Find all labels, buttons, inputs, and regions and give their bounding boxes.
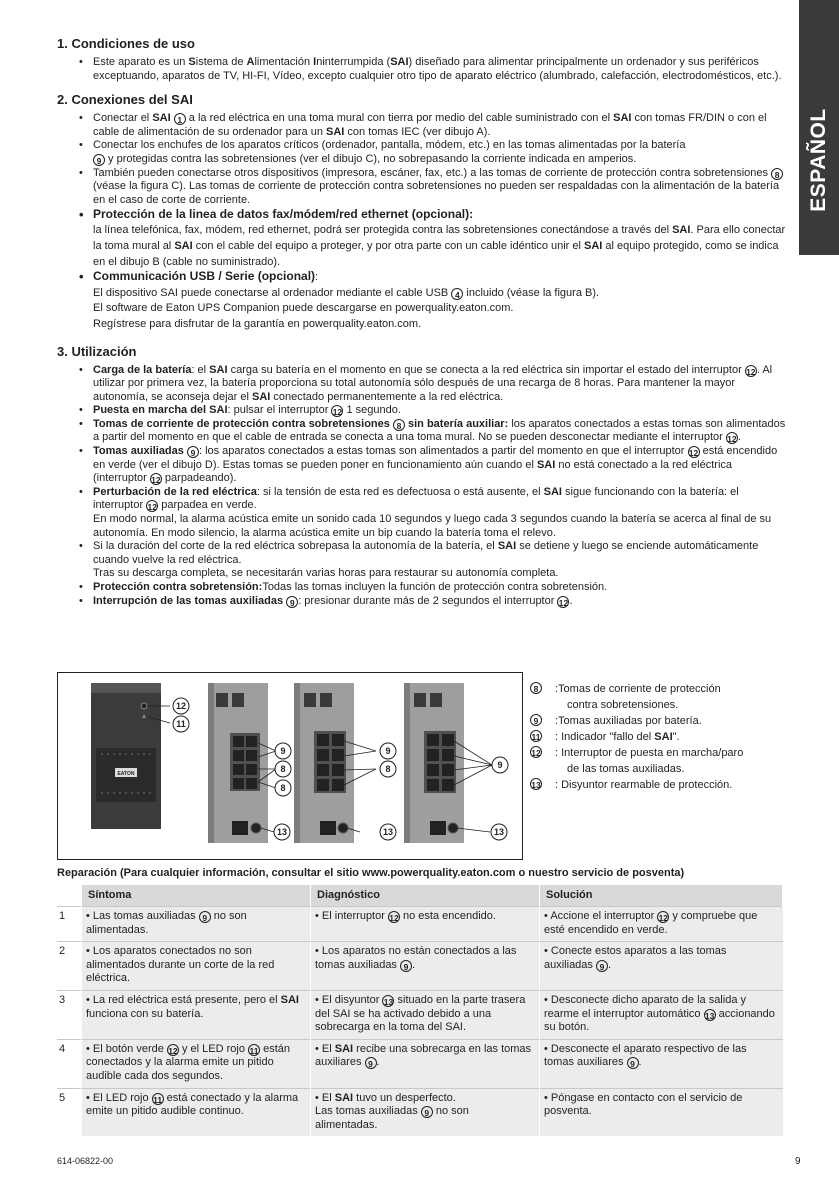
svg-text:13: 13 xyxy=(276,827,288,837)
section-3-item: • Tomas de corriente de protección contra sobretensiones 8 sin batería auxiliar: los aparatos conectados a estas tomas son alimentados a partir del momento en que el cable de entrada se conecta a una toma mural. No se pueden desconectar mediante el interruptor 12. xyxy=(93,418,787,445)
ups-rear-view-2 xyxy=(294,683,376,843)
legend-item-12: 12 : Interruptor de puesta en marcha/paro xyxy=(531,747,744,759)
table-row: 5 • El LED rojo 11 está conectado y la alarma emite un pitido audible continuo. • El SAI tuvo un desperfecto. Las tomas auxiliadas 9 no son alimentadas. • Póngase en contacto con el servicio de posventa. xyxy=(57,1088,783,1136)
callout-12: 12 xyxy=(688,448,699,459)
section-2-item: • Conectar el SAI 1 a la red eléctrica en una toma mural con tierra por medio del cable suministrado con el SAI con tomas FR/DIN o con el cable de alimentación de su ordenador para un SAI con tomas IEC (ver dibujo A). xyxy=(93,112,787,139)
callout-12: 12 xyxy=(727,434,737,445)
ups-drawing xyxy=(58,673,522,859)
callout-4: 4 xyxy=(451,288,463,300)
table-row: 3 • La red eléctrica está presente, pero el SAI funciona con su batería. • El disyuntor 13 situado en la parte trasera del SAI se ha activado debido a una sobrecarga en la toma del SAI. • Desconecte dicho aparato de la salida y rearme el interruptor automático 13 accionando su botón. xyxy=(57,990,783,1039)
section-3-item: • Tomas auxiliadas 9 : los aparatos conectados a estas tomas son alimentados a partir del momento en que el interruptor 12 está encendido en verde (ver el dibujo D). Estas tomas se pueden poner en funcionamiento aún cuando el SAI no está conectado a la red eléctrica (interruptor 12 parpadeando). xyxy=(93,445,787,486)
section-3-item: • Protección contra sobretensión:Todas las tomas incluyen la función de protección contra sobretensión. xyxy=(93,581,787,595)
section-2-item: • Conectar los enchufes de los aparatos críticos (ordenador, pantalla, módem, etc.) en las tomas alimentadas por la batería 9 y protegidas contra las sobretensiones (ver el dibujo C), no sobrepasando la corriente indicada en amperios. xyxy=(93,139,787,166)
svg-text:9: 9 xyxy=(280,746,286,756)
page-number: 9 xyxy=(795,1156,801,1167)
language-label: ESPAÑOL xyxy=(807,108,830,212)
callout-12: 12 xyxy=(746,366,756,377)
ups-front-view xyxy=(91,683,170,829)
document-code: 614-06822-00 xyxy=(57,1156,114,1166)
svg-text:13: 13 xyxy=(493,827,505,837)
ups-rear-view-3 xyxy=(404,683,492,843)
section-3-title: 3. Utilización xyxy=(57,343,137,359)
section-2-item-usb: • Communicación USB / Serie (opcional): El dispositivo SAI puede conectarse al ordenador mediante el cable USB 4 incluido (véase la figura B). El software de Eaton UPS Companion puede descargarse en powerquality.eaton.com. Regístrese para disfrutar de la garantía en powerquality.eaton.com. xyxy=(93,269,787,331)
callout-8: 8 xyxy=(393,419,405,431)
callout-12: 12 xyxy=(151,475,161,486)
callout-12: 12 xyxy=(558,597,569,608)
section-1-title: 1. Condiciones de uso xyxy=(57,36,195,51)
svg-text:9: 9 xyxy=(385,746,391,756)
section-3-list xyxy=(57,364,787,609)
callout-12: 12 xyxy=(332,407,343,418)
main-content xyxy=(57,36,787,608)
header-solution: Solución xyxy=(540,885,783,907)
section-3-item: • Si la duración del corte de la red eléctrica sobrepasa la autonomía de la batería, el SAI se detiene y luego se enciende automáticamente cuando vuelve la red eléctrica. Tras su descarga completa, se necesitarán varias horas para restaurar su autonomía completa. xyxy=(93,540,787,581)
ups-illustration xyxy=(57,672,523,860)
callout-1: 1 xyxy=(174,113,186,125)
ups-rear-view-1 xyxy=(208,683,276,843)
figure-legend xyxy=(530,681,790,793)
section-2-item-data-protection: • Protección de la linea de datos fax/módem/red ethernet (opcional): la línea telefónica, fax, módem, red ethernet, podrá ser protegida contra las sobretensiones conectándose a través del SAI. Para ello conectar la toma mural al SAI con el cable del equipo a proteger, y por otra parte con un cable idéntico unir el SAI al equipo protegido, como se indica en el dibujo B (cable no suministrado). xyxy=(93,207,787,269)
svg-text:13: 13 xyxy=(382,827,394,837)
repair-table xyxy=(57,885,783,1136)
legend-item-12-cont: de las tomas auxiliadas. xyxy=(567,763,685,775)
header-symptom: Síntoma xyxy=(82,885,311,907)
legend-item-8: 8 :Tomas de corriente de protección xyxy=(530,681,790,697)
callout-9: 9 xyxy=(187,446,199,458)
repair-title: Reparación (Para cualquier información, consultar el sitio www.powerquality.eaton.com o nuestro servicio de posventa) xyxy=(57,867,685,879)
section-3-item: • Puesta en marcha del SAI: pulsar el interruptor 12 1 segundo. xyxy=(93,404,787,418)
callout-9: 9 xyxy=(93,154,105,166)
table-row: 4 • El botón verde 12 y el LED rojo 11 están conectados y la alarma emite un pitido audible cada dos segundos. • El SAI recibe una sobrecarga en las tomas auxiliares 9 . • Desconecte el aparato respectivo de las tomas auxiliares 9 . xyxy=(57,1039,783,1088)
language-tab xyxy=(799,0,839,255)
header-diagnosis: Diagnóstico xyxy=(311,885,540,907)
svg-text:11: 11 xyxy=(176,719,186,729)
section-2-item: • También pueden conectarse otros dispositivos (impresora, escáner, fax, etc.) a las tomas de corriente de protección contra sobretensiones 8 (véase la figura C). Las tomas de corriente de protección contra sobretensiones no pueden ser respaldadas con la alimentación de la batería en el caso de corte de corriente. xyxy=(93,167,787,208)
table-row: 2 • Los aparatos conectados no son alimentados durante un corte de la red eléctrica. • Los aparatos no están conectados a las tomas auxiliadas 9 . • Conecte estos aparatos a las tomas auxiliadas 9 . xyxy=(57,942,783,991)
svg-text:8: 8 xyxy=(385,764,391,774)
legend-item-9: 9 :Tomas auxiliadas por batería. xyxy=(530,713,790,729)
legend-item-13: 13 : Disyuntor rearmable de protección. xyxy=(531,779,733,791)
section-3-item: • Interrupción de las tomas auxiliadas 9 : presionar durante más de 2 segundos el interruptor 12. xyxy=(93,595,787,609)
svg-text:9: 9 xyxy=(497,760,503,770)
section-3-item: • Perturbación de la red eléctrica: si la tensión de esta red es defectuosa o está ausente, el SAI sigue funcionando con la batería: el interruptor 12 parpadea en verde. En modo normal, la alarma acústica emite un sonido cada 10 segundos y luego cada 3 segundos cuando la batería se acerca al final de su autonomía. En modo silencio, la alarma acústica emite un bip cuando la batería toma el relevo. xyxy=(93,486,787,540)
section-1-list xyxy=(57,56,787,83)
table-row: 1 • Las tomas auxiliadas 9 no son alimentadas. • El interruptor 12 no esta encendido. • Accione el interruptor 12 y compruebe que esté encendido en verde. xyxy=(57,907,783,942)
legend-item-8-cont: contra sobretensiones. xyxy=(567,699,679,711)
section-2-list xyxy=(57,112,787,331)
svg-text:12: 12 xyxy=(175,701,187,711)
section-2-title: 2. Conexiones del SAI xyxy=(57,92,193,108)
brand-logo: EATON xyxy=(117,771,135,777)
svg-text:8: 8 xyxy=(280,764,286,774)
legend-item-11: 11 : Indicador "fallo del SAI". xyxy=(531,731,680,743)
callout-9: 9 xyxy=(286,596,298,608)
section-1-item: • Este aparato es un Sistema de Alimentación Ininterrumpida (SAI) diseñado para alimentar principalmente un ordenador y sus periféricos exceptuando, aparatos de TV, HI-FI, Vídeo, excepto cualquier otro tipo de aparato eléctrico (alumbrado, calefacción, electrodomésticos, etc.). xyxy=(93,56,787,83)
section-3-item: • Carga de la batería: el SAI carga su batería en el momento en que se conecta a la red eléctrica sin importar el estado del interruptor 12. Al utilizar por primera vez, la batería proporciona su total autonomía sólo después de una recarga de 8 horas. Para mantener la mayor autonomía, se aconseja dejar el SAI conectado permanentemente a la red eléctrica. xyxy=(93,364,787,405)
table-header-row xyxy=(57,885,783,907)
callout-12: 12 xyxy=(147,502,157,513)
callout-8: 8 xyxy=(771,168,783,180)
svg-text:8: 8 xyxy=(280,783,286,793)
